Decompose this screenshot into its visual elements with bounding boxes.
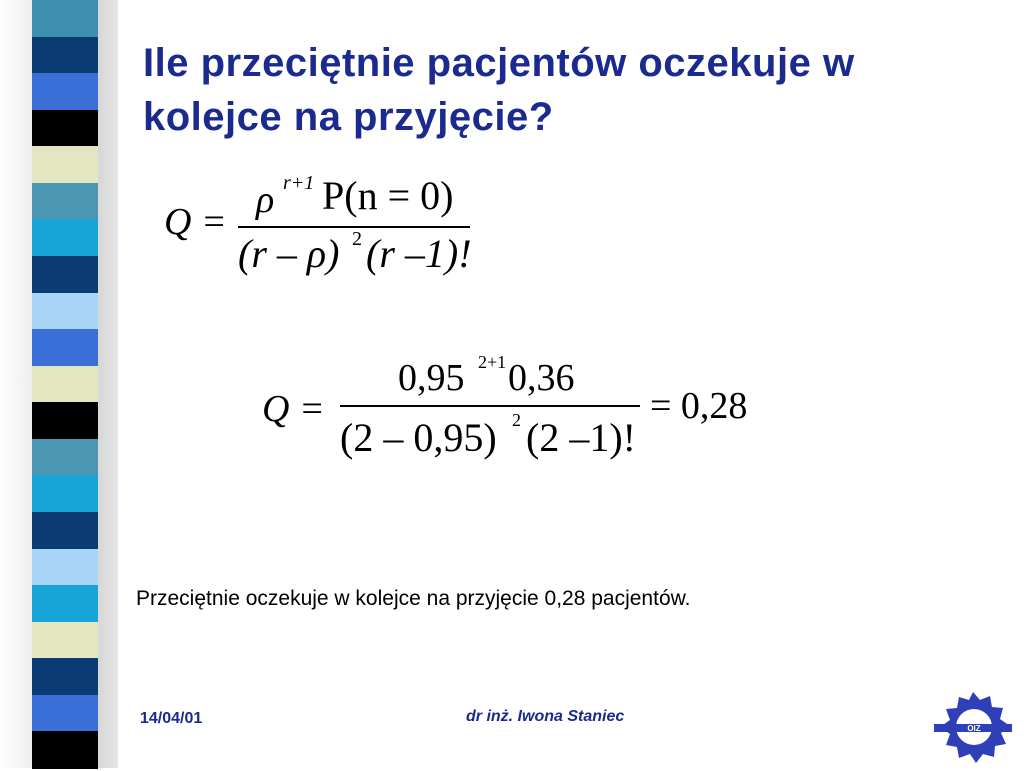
- formula-general-numerator-rho: ρ: [256, 179, 275, 221]
- gear-logo-icon: [928, 688, 1018, 766]
- stripe-band: [32, 658, 98, 696]
- formula-numeric-numerator-rest: 0,36: [508, 357, 575, 399]
- stripe-band: [32, 695, 98, 733]
- stripe-band: [32, 439, 98, 477]
- stripe-band: [32, 293, 98, 331]
- formula-numeric-numerator-base: 0,95: [398, 357, 465, 399]
- formula-numeric-fraction-bar: [340, 405, 640, 407]
- footer-author: dr inż. Iwona Staniec: [466, 708, 625, 725]
- stripe-band: [32, 731, 98, 769]
- formula-general-numerator-rest: P(n = 0): [322, 173, 454, 218]
- formula-general-lhs: Q =: [164, 201, 227, 243]
- svg-text:OIZ: OIZ: [967, 724, 981, 733]
- stripe-band: [32, 219, 98, 257]
- stripe-band: [32, 585, 98, 623]
- formula-general-denominator-exponent: 2: [352, 228, 362, 250]
- formula-numeric-result: = 0,28: [650, 385, 748, 427]
- stripe-band: [32, 146, 98, 184]
- footer-date: 14/04/01: [140, 710, 203, 727]
- stripe-band: [32, 183, 98, 221]
- formula-numeric-numerator-exponent: 2+1: [478, 352, 507, 372]
- stripe-band: [32, 622, 98, 660]
- stripe-band: [32, 366, 98, 404]
- formula-numeric-denominator: (2 – 0,95): [340, 415, 497, 460]
- formula-numeric-lhs: Q =: [262, 388, 325, 430]
- formula-general-numerator-exponent: r+1: [283, 172, 315, 194]
- conclusion-text: Przeciętnie oczekuje w kolejce na przyjęcie 0,28 pacjentów.: [136, 587, 691, 610]
- stripe-band: [32, 402, 98, 440]
- stripe-band: [32, 37, 98, 75]
- stripe-band: [32, 0, 98, 38]
- stripe-band: [32, 73, 98, 111]
- stripe-band: [32, 110, 98, 148]
- stripe-band: [32, 512, 98, 550]
- formula-general-denominator-rest: (r –1)!: [366, 231, 472, 276]
- stripe-band: [32, 549, 98, 587]
- stripe-band: [32, 329, 98, 367]
- stripe-band: [32, 475, 98, 513]
- decorative-color-stripe: [32, 0, 98, 768]
- formula-numeric-denominator-rest: (2 –1)!: [526, 415, 636, 460]
- institution-logo: [928, 688, 1018, 766]
- stripe-band: [32, 256, 98, 294]
- slide-title: Ile przeciętnie pacjentów oczekuje w kolejce na przyjęcie?: [143, 41, 855, 139]
- formula-numeric-denominator-exponent: 2: [512, 410, 521, 430]
- formula-general-denominator: (r – ρ): [238, 231, 340, 276]
